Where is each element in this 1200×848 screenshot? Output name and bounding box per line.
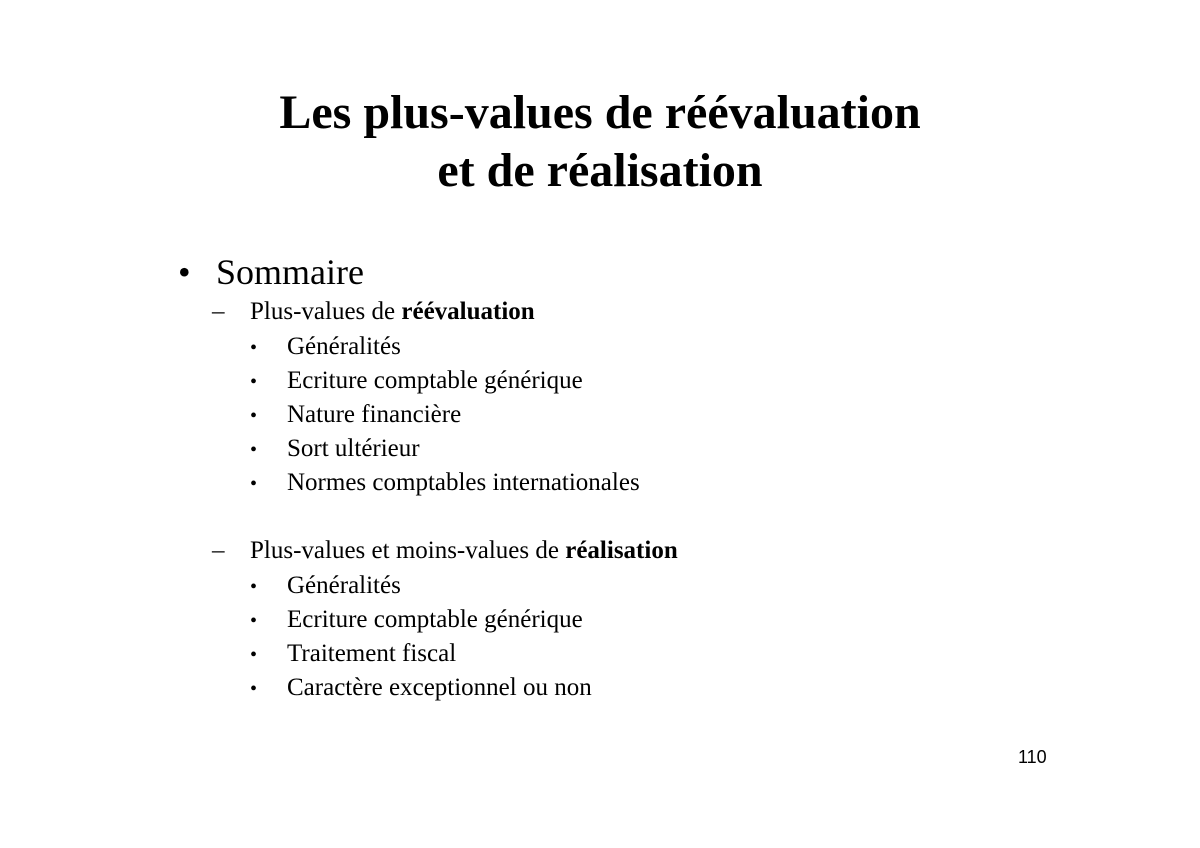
title-line-1: Les plus-values de réévaluation bbox=[279, 86, 921, 139]
list-item bbox=[250, 432, 640, 466]
list-item bbox=[250, 398, 640, 432]
item-bullet: • bbox=[250, 610, 258, 632]
section-reevaluation-items bbox=[250, 330, 640, 500]
item-bullet: • bbox=[250, 473, 258, 495]
slide-title bbox=[0, 84, 1200, 200]
section-emphasis: réévaluation bbox=[401, 298, 535, 325]
item-bullet: • bbox=[250, 644, 258, 666]
item-text: Traitement fiscal bbox=[287, 640, 457, 667]
summary-heading bbox=[178, 250, 364, 294]
heading-text: Sommaire bbox=[216, 252, 364, 292]
item-bullet: • bbox=[250, 337, 258, 359]
list-item bbox=[250, 637, 592, 671]
title-line-2: et de réalisation bbox=[437, 144, 763, 197]
item-text: Généralités bbox=[287, 572, 401, 599]
section-dash: – bbox=[212, 537, 225, 564]
section-prefix: Plus-values et moins-values de bbox=[250, 537, 566, 564]
item-text: Nature financière bbox=[287, 401, 462, 428]
item-bullet: • bbox=[250, 371, 258, 393]
item-text: Ecriture comptable générique bbox=[287, 367, 583, 394]
list-item bbox=[250, 330, 640, 364]
page-number: 110 bbox=[1018, 747, 1047, 767]
list-item bbox=[250, 671, 592, 705]
section-emphasis: réalisation bbox=[565, 537, 678, 564]
section-realisation bbox=[212, 534, 678, 568]
item-text: Sort ultérieur bbox=[287, 435, 420, 462]
item-text: Caractère exceptionnel ou non bbox=[287, 674, 592, 701]
section-realisation-items bbox=[250, 569, 592, 705]
section-reevaluation bbox=[212, 295, 535, 329]
section-prefix: Plus-values de bbox=[250, 298, 402, 325]
list-item bbox=[250, 364, 640, 398]
item-bullet: • bbox=[250, 439, 258, 461]
list-item bbox=[250, 603, 592, 637]
item-text: Ecriture comptable générique bbox=[287, 606, 583, 633]
item-bullet: • bbox=[250, 678, 258, 700]
item-bullet: • bbox=[250, 405, 258, 427]
item-bullet: • bbox=[250, 576, 258, 598]
item-text: Généralités bbox=[287, 333, 401, 360]
section-dash: – bbox=[212, 298, 225, 325]
heading-bullet: • bbox=[178, 252, 191, 292]
list-item bbox=[250, 466, 640, 500]
list-item bbox=[250, 569, 592, 603]
item-text: Normes comptables internationales bbox=[287, 469, 640, 496]
